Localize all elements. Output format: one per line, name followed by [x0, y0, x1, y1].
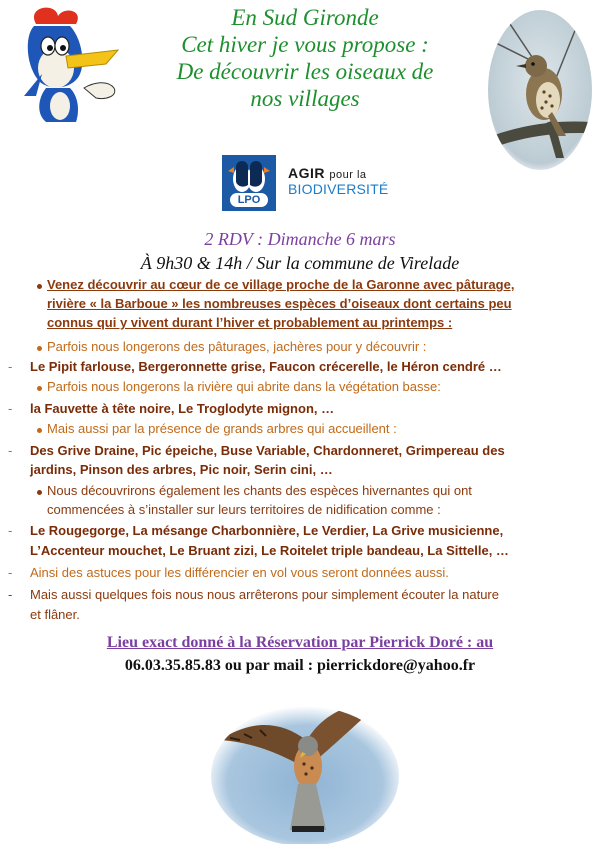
rdv-date: 2 RDV : Dimanche 6 mars — [204, 229, 396, 249]
title-line-3: De découvrir les oiseaux de — [176, 59, 434, 84]
bullet-dot — [37, 428, 42, 433]
para-1: Parfois nous longerons des pâturages, jachères pour y découvrir : — [47, 339, 427, 354]
lpo-logo-box — [222, 155, 276, 211]
bullet-dot — [37, 284, 42, 289]
bullet-dot — [37, 490, 42, 495]
species-3-line-1: Des Grive Draine, Pic épeiche, Buse Variable, Chardonneret, Grimpereau des — [30, 443, 505, 458]
intro-line-1: Venez découvrir au cœur de ce village proche de la Garonne avec pâturage, — [47, 277, 515, 292]
title-line-2: Cet hiver je vous propose : — [181, 32, 429, 57]
puffin-icon — [222, 155, 276, 195]
tips-line: Ainsi des astuces pour les différencier en vol vous seront données aussi. — [30, 565, 449, 580]
species-2: la Fauvette à tête noire, Le Troglodyte mignon, … — [30, 401, 335, 416]
species-3-line-2: jardins, Pinson des arbres, Pic noir, Serin cini, … — [30, 462, 333, 477]
stops-line-2: et flâner. — [30, 607, 80, 622]
para-3: Mais aussi par la présence de grands arbres qui accueillent : — [47, 421, 397, 436]
reservation-location: Lieu exact donné à la Réservation par Pierrick Doré : au — [106, 634, 494, 651]
title-line-1: En Sud Gironde — [231, 5, 379, 30]
kestrel-photo — [210, 680, 400, 844]
species-4-line-1: Le Rougegorge, La mésange Charbonnière, Le Verdier, La Grive musicienne, — [30, 523, 504, 538]
bullet-dot — [37, 346, 42, 351]
para-4-line-2: commencées à s’installer sur leurs territoires de nidification comme : — [47, 502, 441, 517]
lpo-logo — [222, 155, 392, 213]
lpo-logo-label: LPO — [230, 193, 268, 207]
stops-line-1: Mais aussi quelques fois nous nous arrêterons pour simplement écouter la nature — [30, 587, 499, 602]
dash-mark: - — [8, 443, 13, 458]
dash-mark: - — [8, 587, 13, 602]
intro-line-3: connus qui y vivent durant l’hiver et probablement au printemps : — [47, 315, 453, 330]
lpo-logo-agir — [288, 165, 367, 181]
species-4-line-2: L’Accenteur mouchet, Le Bruant zizi, Le Roitelet triple bandeau, La Sittelle, … — [30, 543, 509, 558]
title-line-4: nos villages — [250, 86, 360, 111]
thrush-photo — [486, 8, 594, 172]
species-1: Le Pipit farlouse, Bergeronnette grise, Faucon crécerelle, le Héron cendré … — [30, 359, 502, 374]
intro-line-2: rivière « la Barboue » les nombreuses espèces d’oiseaux dont certains peu — [47, 296, 512, 311]
para-2: Parfois nous longerons la rivière qui abrite dans la végétation basse: — [47, 379, 441, 394]
para-4-line-1: Nous découvrirons également les chants des espèces hivernantes qui ont — [47, 483, 472, 498]
lpo-logo-agir-main: AGIR — [288, 165, 325, 181]
woodpecker-cartoon-image — [6, 6, 126, 124]
dash-mark: - — [8, 401, 13, 416]
lpo-logo-biodiversite: BIODIVERSITÉ — [288, 181, 389, 197]
dash-mark: - — [8, 565, 13, 580]
page-title — [140, 4, 470, 112]
bullet-dot — [37, 386, 42, 391]
dash-mark: - — [8, 523, 13, 538]
contact-info: 06.03.35.85.83 ou par mail : pierrickdore@yahoo.fr — [124, 657, 476, 674]
rdv-time-place: À 9h30 & 14h / Sur la commune de Virelade — [140, 253, 460, 273]
dash-mark: - — [8, 359, 13, 374]
lpo-logo-agir-small: pour la — [329, 169, 367, 181]
